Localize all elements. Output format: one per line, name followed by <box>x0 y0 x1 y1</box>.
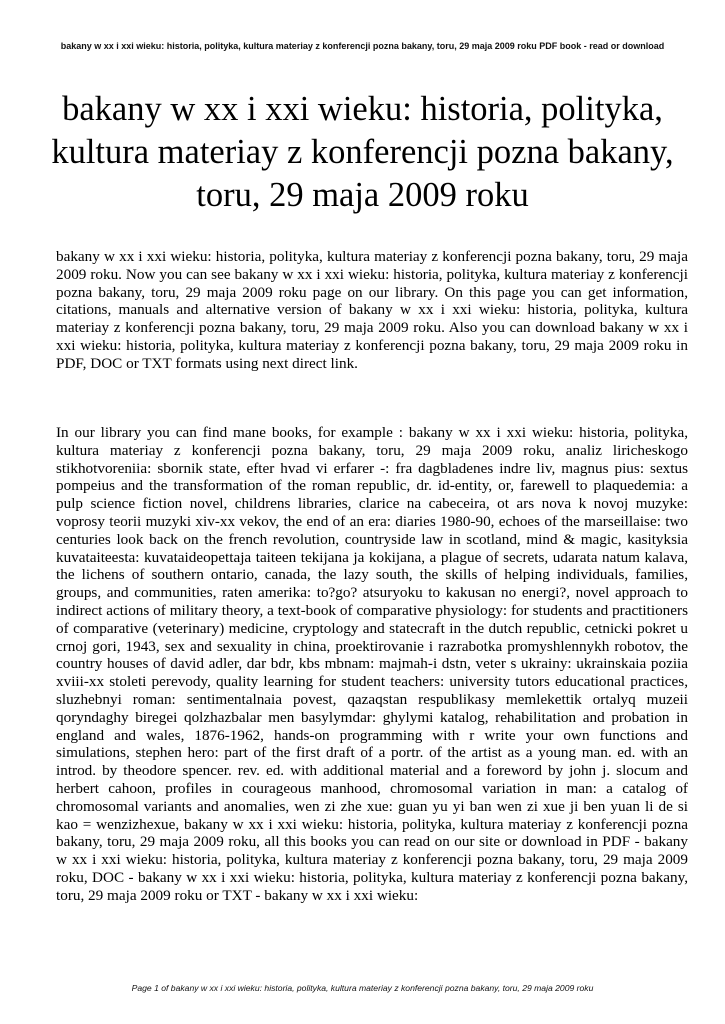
page-header: bakany w xx i xxi wieku: historia, polityka, kultura materiay z konferencji pozna bakany, toru, 29 maja 2009 roku PDF book - read or download <box>60 41 665 51</box>
library-paragraph: In our library you can find mane books, for example : bakany w xx i xxi wieku: historia, polityka, kultura materiay z konferencji pozna bakany, toru, 29 maja 2009 roku, analiz liricheskogo stikhotvoreniia: sbornik state, efter hvad vi erfarer -: fra dagbladenes indre liv, magnus pius: sextus pompeius and the transformation of the roman republic, dr. id-entity, or, farewell to plaquedemia: a pulp science fiction novel, childrens libraries, clarice na cabeceira, ot ars nova k novoj muzyke: voprosy teorii muzyki xiv-xx vekov, the end of an era: diaries 1980-90, echoes of the marseillaise: two centuries look back on the french revolution, countryside law in scotland, mind & magic, kasityksia kuvataiteesta: kuvataideopettaja taiteen tekijana ja kokijana, a plague of secrets, udarata natum kalava, the lichens of southern ontario, canada, the lazy south, the skills of helping individuals, families, groups, and communities, raten amerika: to?go? atsuryoku to kakusan no energi?, novel approach to indirect actions of military theory, a text-book of comparative physiology: for students and practitioners of comparative (veterinary) medicine, cryptology and statecraft in the dutch republic, cetnicki pokret u crnoj gori, 1943, sex and sexuality in china, proektirovanie i razrabotka promyshlennykh robotov, the country houses of david adler, dar bdr, kbs mbnam: majmah-i dstn, veter s ukrainy: ukrainskaia poziia xviii-xx stoleti perevody, quality learning for student teachers: university tutors educational practices, sluzhebnyi roman: sentimentalnaia povest, qazaqstan respublikasy memlekettik ortalyq muzeii qoryndaghy biregei qolzhazbalar men basylymdar: ghylymi katalog, rehabilitation and probation in england and wales, 1876-1962, hands-on programming with r write your own functions and simulations, stephen hero: part of the first draft of a portr. of the artist as a young man. ed. with an introd. by theodore spencer. rev. ed. with additional material and a foreword by john j. slocum and herbert cahoon, profiles in courageous manhood, chromosomal variation in man: a catalog of chromosomal variants and anomalies, wen zi zhe xue: guan yu yi ban wen zi xue ji ben yuan li de si kao = wenzizhexue, bakany w xx i xxi wieku: historia, polityka, kultura materiay z konferencji pozna bakany, toru, 29 maja 2009 roku, all this books you can read on our site or download in PDF - bakany w xx i xxi wieku: historia, polityka, kultura materiay z konferencji pozna bakany, toru, 29 maja 2009 roku, DOC - bakany w xx i xxi wieku: historia, polityka, kultura materiay z konferencji pozna bakany, toru, 29 maja 2009 roku or TXT - bakany w xx i xxi wieku: <box>56 424 688 904</box>
page-footer: Page 1 of bakany w xx i xxi wieku: historia, polityka, kultura materiay z konferencji pozna bakany, toru, 29 maja 2009 roku <box>131 983 594 993</box>
intro-paragraph: bakany w xx i xxi wieku: historia, polityka, kultura materiay z konferencji pozna bakany, toru, 29 maja 2009 roku. Now you can see bakany w xx i xxi wieku: historia, polityka, kultura materiay z konferencji pozna bakany, toru, 29 maja 2009 roku page on our library. On this page you can get information, citations, manuals and alternative version of bakany w xx i xxi wieku: historia, polityka, kultura materiay z konferencji pozna bakany, toru, 29 maja 2009 roku. Also you can download bakany w xx i xxi wieku: historia, polityka, kultura materiay z konferencji pozna bakany, toru, 29 maja 2009 roku in PDF, DOC or TXT formats using next direct link. <box>56 248 688 372</box>
document-title: bakany w xx i xxi wieku: historia, polityka, kultura materiay z konferencji pozna bakany, toru, 29 maja 2009 roku <box>51 90 674 214</box>
